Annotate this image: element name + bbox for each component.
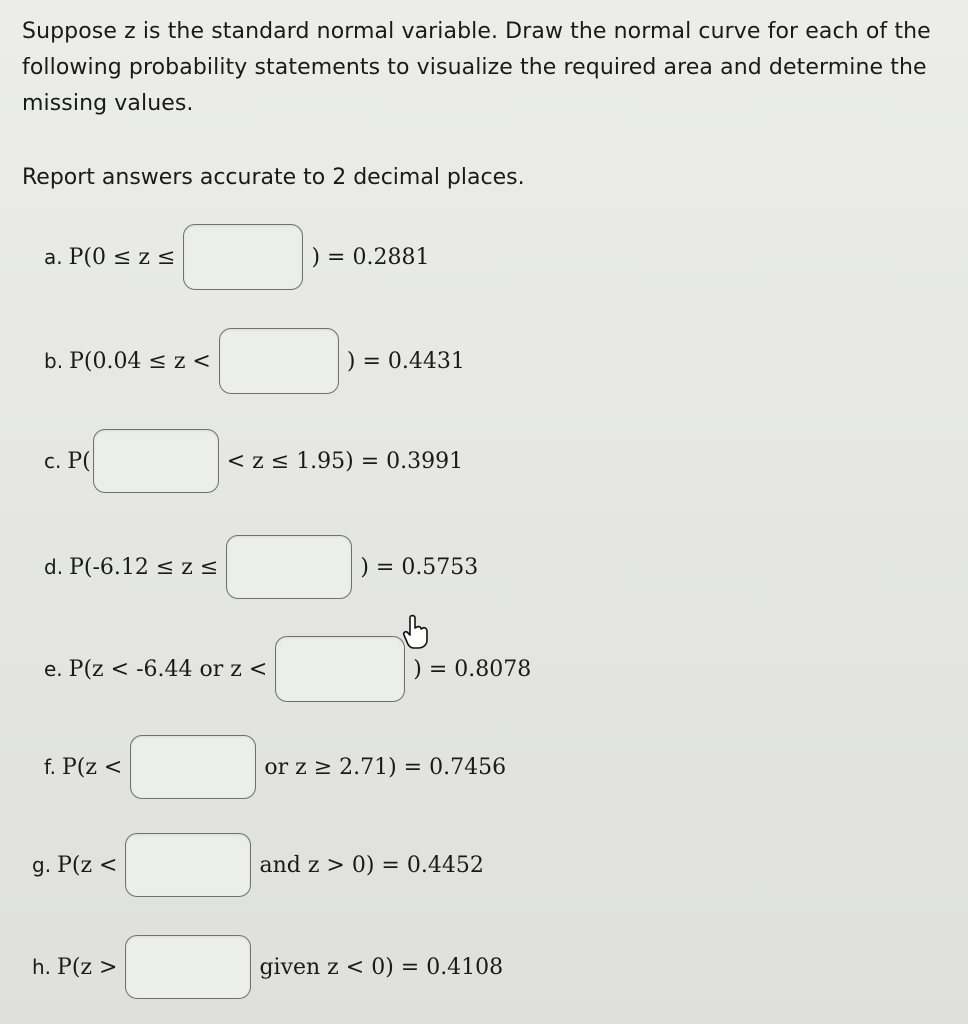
answer-input-f[interactable] (130, 735, 256, 799)
question-e-suffix: ) = 0.8078 (413, 656, 532, 682)
instruction-line-2: following probability statements to visualize the required area and determine the (22, 55, 927, 80)
question-f-suffix: or z ≥ 2.71) = 0.7456 (264, 754, 507, 780)
answer-input-h[interactable] (125, 935, 251, 999)
question-f (44, 732, 506, 802)
question-b-label: b. (44, 349, 64, 373)
question-c (44, 426, 463, 496)
answer-input-b[interactable] (219, 328, 339, 394)
question-d-suffix: ) = 0.5753 (360, 554, 479, 580)
question-a (44, 222, 429, 292)
question-a-prefix: P(0 ≤ z ≤ (68, 244, 176, 270)
question-g (32, 830, 484, 900)
question-b (44, 326, 465, 396)
question-b-prefix: P(0.04 ≤ z < (69, 348, 211, 374)
answer-input-c[interactable] (93, 429, 219, 493)
question-d-label: d. (44, 555, 64, 579)
question-a-suffix: ) = 0.2881 (311, 244, 430, 270)
instruction-line-3: missing values. (22, 91, 194, 116)
answer-input-a[interactable] (183, 224, 303, 290)
question-e-prefix: P(z < -6.44 or z < (68, 656, 268, 682)
question-h-label: h. (32, 955, 52, 979)
question-g-suffix: and z > 0) = 0.4452 (259, 852, 484, 878)
question-c-prefix: P( (67, 448, 91, 474)
instruction-line-1: Suppose z is the standard normal variable. Draw the normal curve for each of the (22, 19, 931, 44)
answer-input-e[interactable] (275, 636, 405, 702)
question-d (44, 532, 478, 602)
question-f-label: f. (44, 755, 56, 779)
question-h-prefix: P(z > (57, 954, 118, 980)
question-a-label: a. (44, 245, 63, 269)
question-d-prefix: P(-6.12 ≤ z ≤ (69, 554, 219, 580)
instructions (22, 14, 931, 122)
answer-input-g[interactable] (125, 833, 251, 897)
accuracy-note: Report answers accurate to 2 decimal places. (22, 165, 525, 190)
question-g-label: g. (32, 853, 52, 877)
question-g-prefix: P(z < (57, 852, 118, 878)
question-e (44, 634, 531, 704)
question-c-label: c. (44, 449, 62, 473)
question-h-suffix: given z < 0) = 0.4108 (259, 954, 504, 980)
question-b-suffix: ) = 0.4431 (346, 348, 465, 374)
question-f-prefix: P(z < (61, 754, 123, 780)
question-h (32, 932, 503, 1002)
question-e-label: e. (44, 657, 63, 681)
answer-input-d[interactable] (226, 535, 352, 599)
question-c-suffix: < z ≤ 1.95) = 0.3991 (226, 448, 464, 474)
hand-cursor-icon (402, 614, 430, 650)
